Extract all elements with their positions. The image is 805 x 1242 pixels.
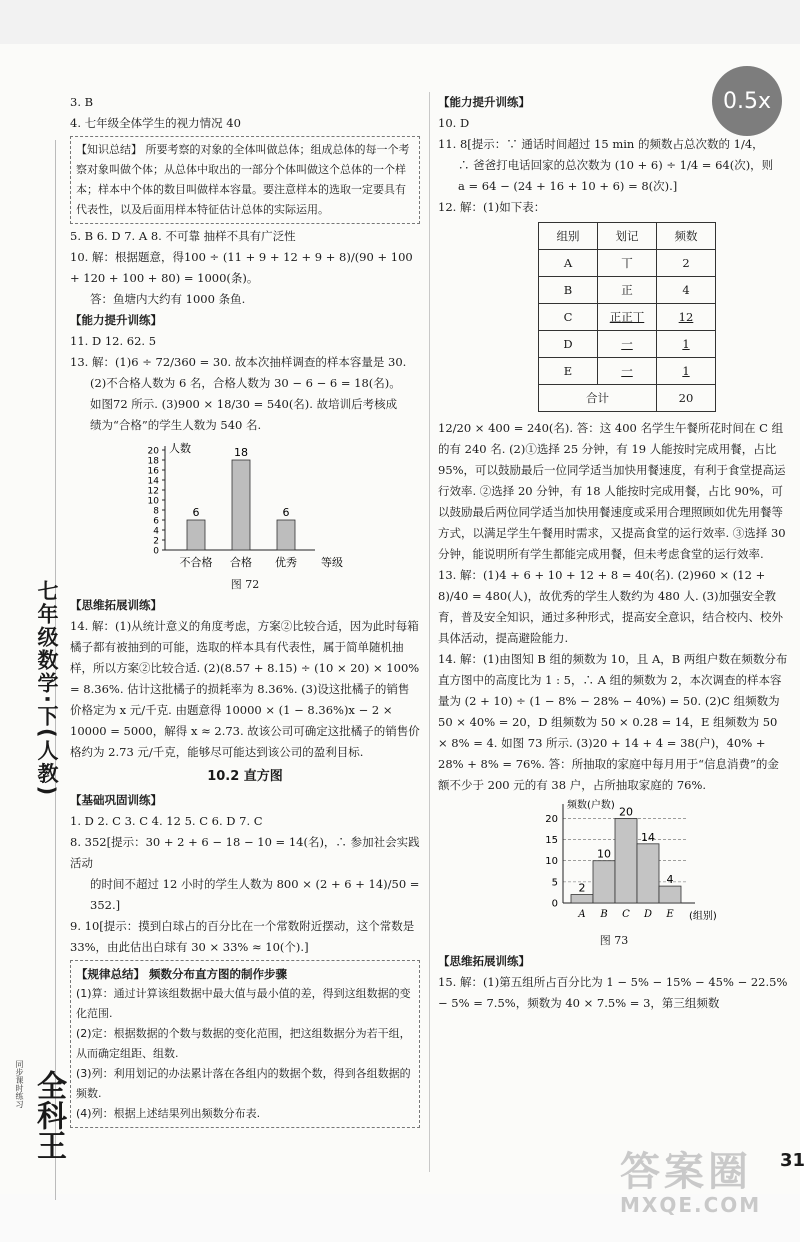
bar-合格 (232, 460, 250, 550)
figure-caption: 图 73 (599, 934, 629, 947)
answer-line: 10. D (438, 116, 470, 130)
y-tick-label: 10 (545, 856, 558, 868)
bar-value-label: 20 (619, 805, 633, 819)
watermark-text: 答案圈 (620, 1149, 752, 1195)
right-column (438, 92, 790, 1014)
table-header-cell: 划记 (598, 223, 657, 250)
table-cell: E (539, 358, 598, 385)
brand-logo: 全科王 (31, 1070, 66, 1160)
y-tick-label: 10 (147, 496, 159, 507)
rule-summary-title: 【规律总结】 频数分布直方图的制作步骤 (76, 967, 288, 981)
x-tick-label: 不合格 (179, 556, 213, 569)
answer-line: 12. 解：(1)如下表： (438, 200, 546, 214)
table-cell: B (539, 277, 598, 304)
answer-paragraph: 14. 解：(1)由图知 B 组的频数为 10，且 A，B 两组户数在频数分布直方图中的高度比为 1 : 5，∴ A 组的频数为 2，本次调查的样本容量为 (2 + 10) ÷ (1 − 8% − 28% − 40%) = 50. (2)C 组频数为 50 × 40% = 20，D 组频数为 50 × 0.28 = 14，E 组频数为 50 × 8% = 4. 如图 73 所示. (3)20 + 14 + 4 = 38(户)，40% + 28% + 8% = 76%. 答：所抽取的家庭中每月用于“信息消费”的金额不少于 200 元的有 38 户，占所抽取家庭的 76%. (438, 652, 788, 792)
histogram-bar-E (659, 886, 681, 903)
bar-value-label: 14 (641, 830, 655, 844)
answer-line: 答：鱼塘内大约有 1000 条鱼. (90, 292, 246, 306)
table-total-row (539, 385, 716, 412)
left-column (70, 92, 420, 1130)
page-number: 31 (780, 1150, 805, 1171)
watermark-url: MXQE.COM (620, 1193, 762, 1217)
table-cell: 2 (657, 250, 716, 277)
section-heading: 【思维拓展训练】 (70, 598, 162, 612)
y-tick-label: 4 (153, 526, 159, 537)
bar-chart-fig72 (70, 438, 420, 572)
section-title: 10.2 直方图 (207, 769, 283, 784)
rule-step: (3)列：利用划记的办法累计落在各组内的数据个数，得到各组数据的频数. (76, 1067, 411, 1100)
y-tick-label: 20 (147, 446, 159, 457)
y-tick-label: 8 (153, 506, 159, 517)
bar-不合格 (187, 520, 205, 550)
bar-value-label: 10 (597, 847, 611, 861)
table-row (539, 331, 716, 358)
section-heading: 【能力提升训练】 (438, 95, 530, 109)
answer-line: (2)不合格人数为 6 名，合格人数为 30 − 6 − 6 = 18(名)。 (90, 376, 401, 390)
x-tick-label: C (622, 909, 630, 920)
bar-value-label: 2 (578, 881, 586, 895)
table-cell: 1 (657, 331, 716, 358)
rule-step: (4)列：根据上述结果列出频数分布表. (76, 1107, 261, 1120)
y-tick-label: 16 (147, 466, 159, 477)
table-row (539, 304, 716, 331)
answer-paragraph: 15. 解：(1)第五组所占百分比为 1 − 5% − 15% − 45% − 22.5% − 5% = 7.5%，频数为 40 × 7.5% = 3，第三组频数 (438, 975, 788, 1010)
table-cell: 12 (657, 304, 716, 331)
spine-title: 七年级数学·下(人教) (35, 580, 59, 798)
answer-line: 如图72 所示. (3)900 × 18/30 = 540(名). 故培训后考核成 (90, 397, 398, 411)
table-row (539, 277, 716, 304)
bar-value-label: 6 (282, 506, 290, 519)
frequency-table (538, 222, 716, 412)
y-tick-label: 15 (545, 835, 558, 847)
answer-paragraph: 14. 解：(1)从统计意义的角度考虑，方案②比较合适，因为此时每箱橘子都有被抽到的可能，选取的样本具有代表性，属于简单随机抽样，所以方案②比较合适. (2)(8.57 + 8.15) ÷ (10 × 20) × 100% = 8.36%. 估计这批橘子的损耗率为 8.36%. (3)设这批橘子的销售价格定为 x 元/千克. 由题意得 10000 × (1 − 8.36%)x − 2 × 10000 = 5000，解得 x ≈ 2.73. 故该公司可确定这批橘子的销售价格约为 2.73 元/千克，能够尽可能达到该公司的盈利目标. (70, 619, 420, 759)
table-row (539, 250, 716, 277)
table-cell: 一 (598, 331, 657, 358)
table-cell: 4 (657, 277, 716, 304)
bar-value-label: 18 (234, 446, 248, 459)
y-tick-label: 2 (153, 536, 159, 547)
histogram-bar-D (637, 844, 659, 903)
y-tick-label: 5 (551, 877, 558, 889)
figure-caption: 图 72 (230, 578, 260, 591)
y-axis-label: 人数 (169, 442, 191, 455)
answer-line: 4. 七年级全体学生的视力情况 40 (70, 116, 241, 130)
histogram-fig73 (438, 798, 790, 928)
bar-value-label: 4 (666, 873, 674, 887)
rule-summary-box (70, 960, 420, 1128)
rule-step: (1)算：通过计算该组数据中最大值与最小值的差，得到这组数据的变化范围. (76, 987, 411, 1020)
y-tick-label: 0 (153, 546, 159, 557)
bar-value-label: 6 (192, 506, 200, 519)
table-cell: 一 (598, 358, 657, 385)
answer-line: 的时间不超过 12 小时的学生人数为 800 × (2 + 6 + 14)/50 = 352.] (90, 877, 420, 912)
section-heading: 【思维拓展训练】 (438, 954, 530, 968)
x-tick-label: D (643, 909, 653, 920)
answer-line: 5. B 6. D 7. A 8. 不可靠 抽样不具有广泛性 (70, 229, 296, 243)
viewer-top-bar (0, 0, 800, 44)
answer-line: ∴ 爸爸打电话回家的总次数为 (10 + 6) ÷ 1/4 = 64(次)，则 (458, 158, 774, 172)
bar-优秀 (277, 520, 295, 550)
answer-line: 9. 10[提示：摸到白球占的百分比在一个常数附近摆动，这个常数是 33%，由此估出白球有 30 × 33% ≈ 10(个).] (70, 919, 415, 954)
x-axis-label: 等级 (321, 556, 343, 569)
answer-paragraph: 12/20 × 400 = 240(名). 答：这 400 名学生午餐所花时间在 C 组的有 240 名. (2)①选择 25 分钟，有 19 人能按时完成用餐，占比 95%，可以鼓励最后一位同学适当加快用餐速度，有利于食堂提高运行效率. ②选择 20 分钟，有 18 人能按时完成用餐，占比 90%，可以鼓励最后两位同学适当加快用餐速度或采用合理照顾如优先用餐等方式，以满足学生午餐用时需求，又提高食堂的运行效率. ③选择 30 分钟，能说明所有学生都能完成用餐，但未考虑食堂的运行效率. (438, 421, 786, 561)
answer-paragraph: 13. 解：(1)4 + 6 + 10 + 12 + 8 = 40(名). (2)960 × (12 + 8)/40 = 480(人)，故优秀的学生人数约为 480 人. (3)加强安全教育，普及安全知识，通过多种形式，提高安全意识，结合校内、校外具体活动，提高避险能力. (438, 568, 783, 645)
section-heading: 【基础巩固训练】 (70, 793, 162, 807)
answer-line: 11. D 12. 62. 5 (70, 334, 157, 348)
table-cell: 正 (598, 277, 657, 304)
x-tick-label: 合格 (230, 556, 252, 569)
table-cell: A (539, 250, 598, 277)
x-tick-label: A (578, 909, 586, 920)
table-header-cell: 频数 (657, 223, 716, 250)
x-axis-label: (组别) (689, 911, 717, 922)
histogram-bar-B (593, 861, 615, 903)
table-cell: 1 (657, 358, 716, 385)
answer-line: 3. B (70, 95, 94, 109)
answer-line: 11. 8[提示：∵ 通话时间超过 15 min 的频数占总次数的 1/4， (438, 137, 764, 151)
table-cell: 正正丅 (598, 304, 657, 331)
table-total-value: 20 (657, 385, 716, 412)
y-tick-label: 18 (147, 456, 159, 467)
answer-line: 10. 解：根据题意，得100 ÷ (11 + 9 + 12 + 9 + 8)/(90 + 100 + 120 + 100 + 80) = 1000(条)。 (70, 250, 413, 285)
table-header-cell: 组别 (539, 223, 598, 250)
answer-line: a = 64 − (24 + 16 + 10 + 6) = 8(次).] (458, 179, 678, 193)
table-row (539, 358, 716, 385)
x-tick-label: B (600, 909, 608, 920)
answer-line: 13. 解：(1)6 ÷ 72/360 = 30. 故本次抽样调查的样本容量是 30. (70, 355, 407, 369)
table-header-row (539, 223, 716, 250)
table-total-label: 合计 (539, 385, 657, 412)
y-tick-label: 20 (545, 813, 558, 825)
y-tick-label: 12 (147, 486, 159, 497)
watermark (620, 1140, 761, 1217)
column-divider (429, 92, 430, 1172)
histogram-bar-A (571, 895, 593, 903)
section-heading: 【能力提升训练】 (70, 313, 162, 327)
zoom-level-badge[interactable]: 0.5x (712, 66, 782, 136)
y-axis-label: 频数(户数) (567, 800, 615, 811)
table-cell: D (539, 331, 598, 358)
answer-line: 绩为“合格”的学生人数为 540 名. (90, 418, 262, 432)
rule-step: (2)定：根据数据的个数与数据的变化范围，把这组数据分为若干组，从而确定组距、组数. (76, 1027, 411, 1060)
y-tick-label: 6 (153, 516, 159, 527)
histogram-bar-C (615, 818, 637, 903)
x-tick-label: 优秀 (275, 556, 297, 569)
spine-subtitle: 同步课时练习 (15, 1060, 24, 1108)
x-tick-label: E (666, 909, 674, 920)
answer-line: 8. 352[提示：30 + 2 + 6 − 18 − 10 = 14(名)，∴ 参加社会实践活动 (70, 835, 420, 870)
y-tick-label: 14 (147, 476, 159, 487)
knowledge-summary-box: 【知识总结】 所要考察的对象的全体叫做总体；组成总体的每一个考察对象叫做个体；从总体中取出的一部分个体叫做这个总体的一个样本；样本中个体的数目叫做样本容量。要注意样本的选取一定要具有代表性，以及后面用样本特征估计总体的实际运用。 (70, 136, 420, 224)
answer-line: 1. D 2. C 3. C 4. 12 5. C 6. D 7. C (70, 814, 263, 828)
y-tick-label: 0 (551, 898, 558, 910)
table-cell: 丅 (598, 250, 657, 277)
page-spine (12, 60, 66, 1180)
table-cell: C (539, 304, 598, 331)
